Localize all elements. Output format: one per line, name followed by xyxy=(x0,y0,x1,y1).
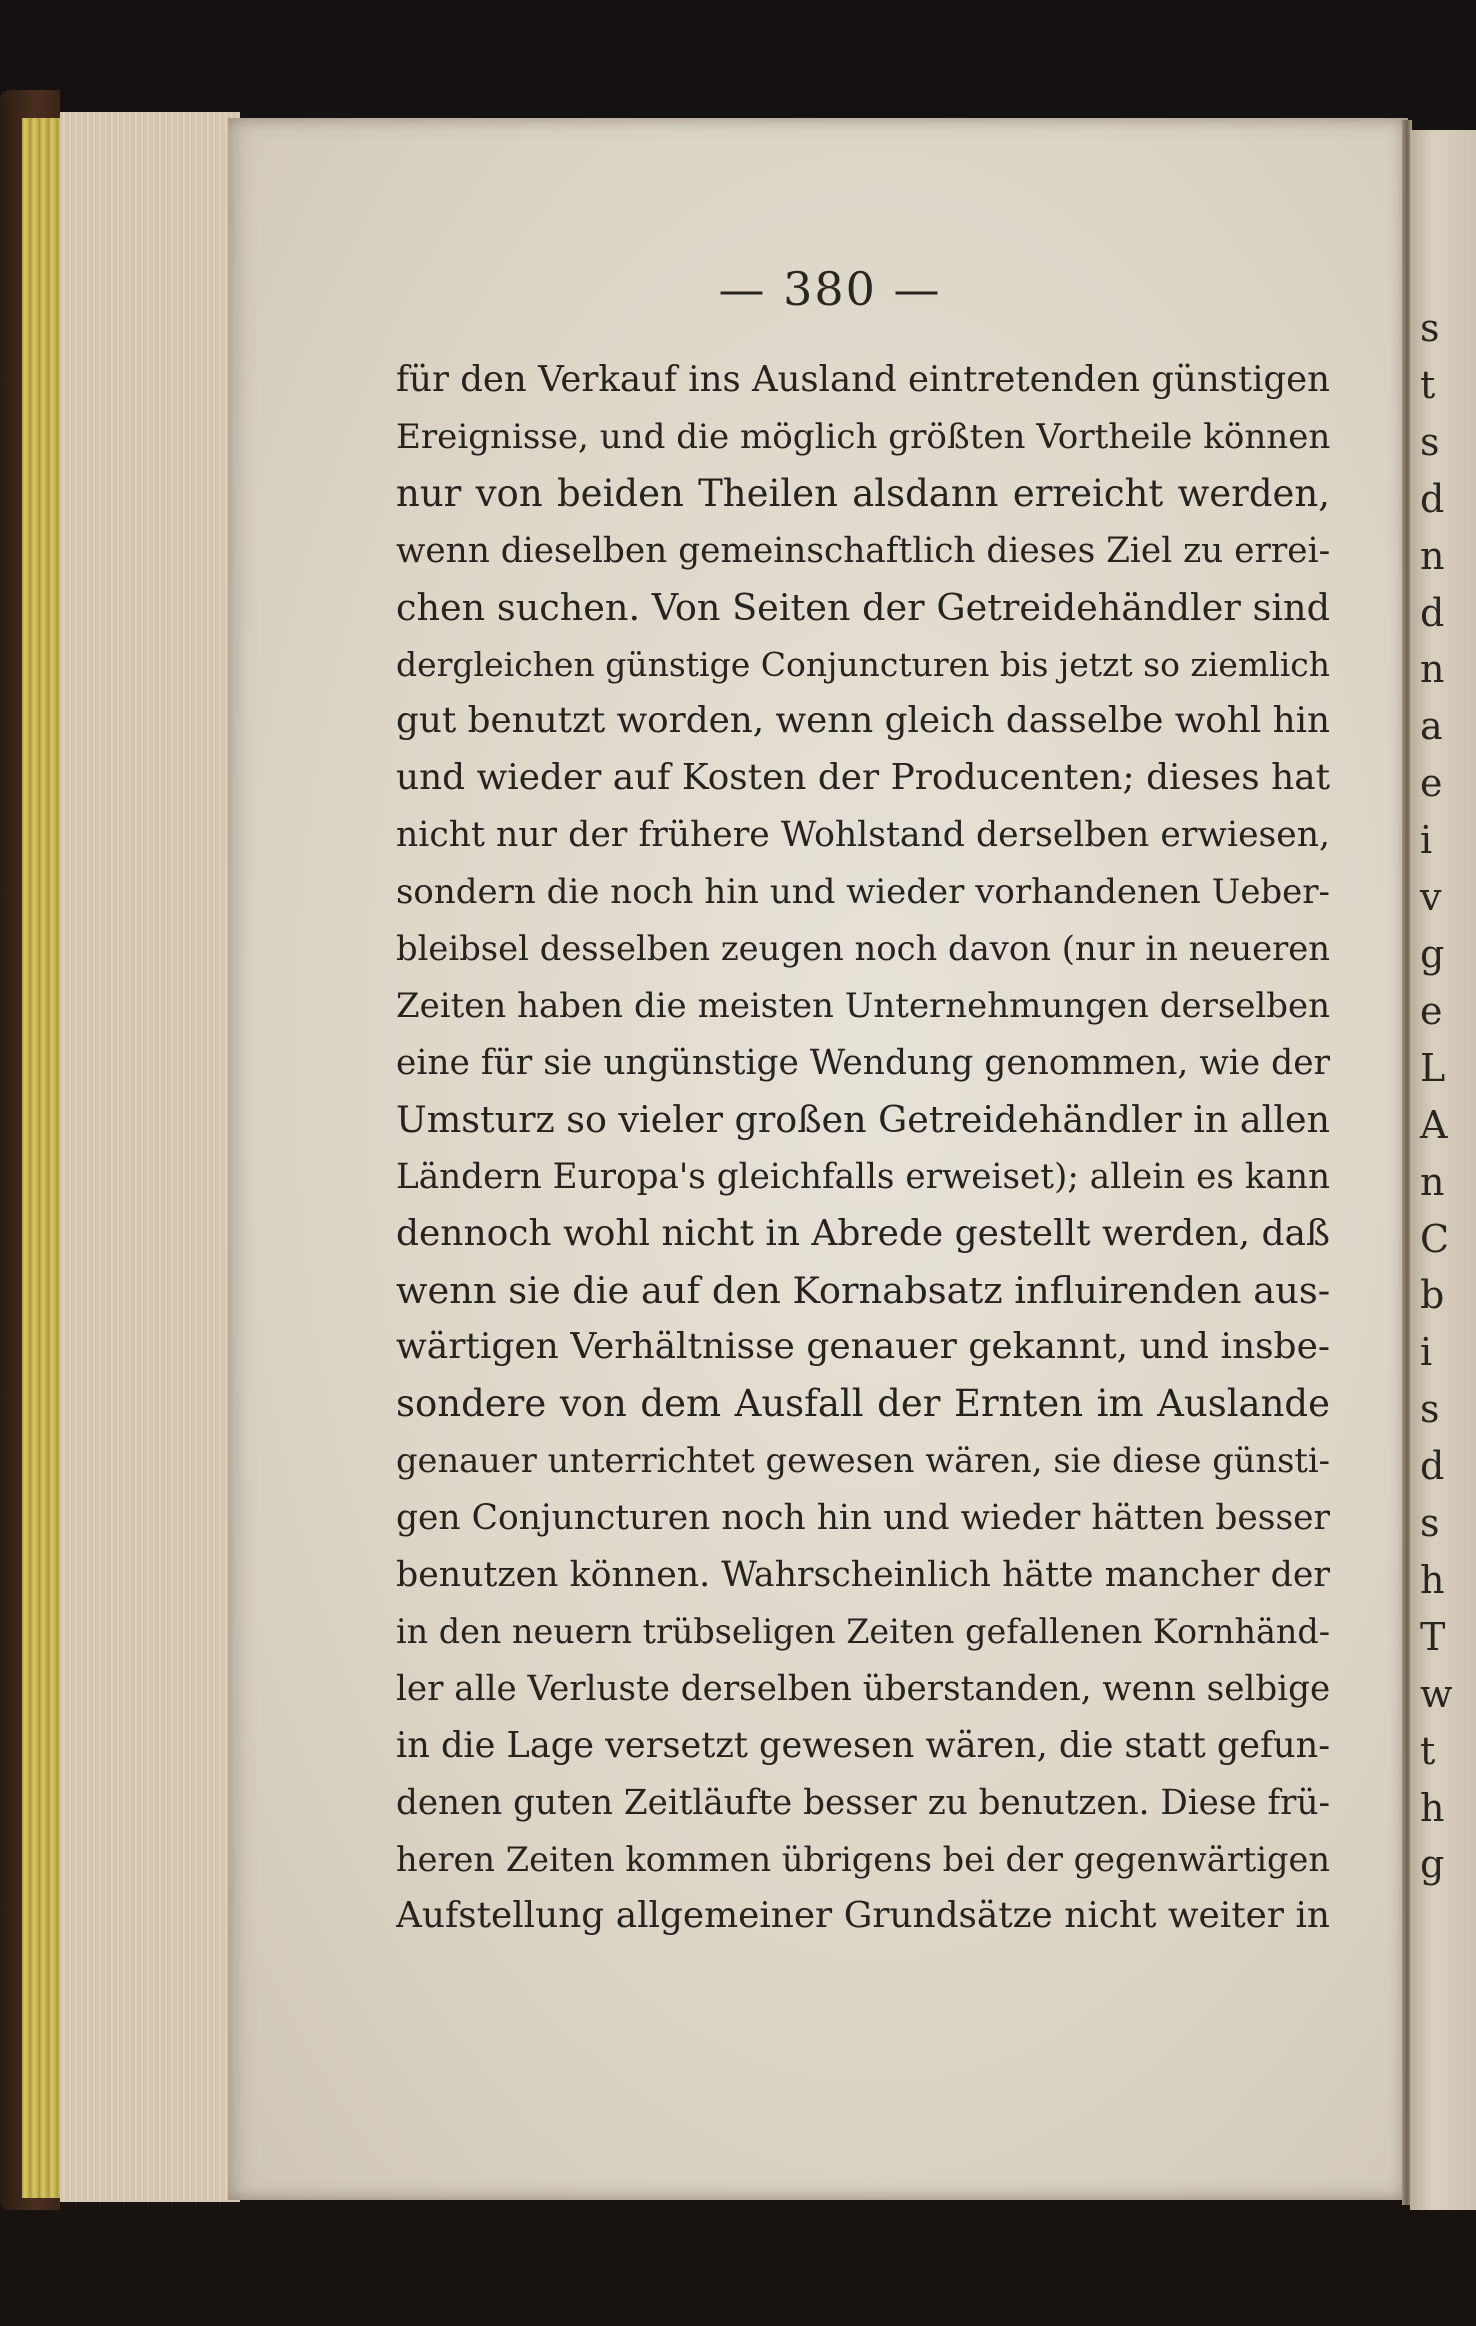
next-page-fragment: s xyxy=(1420,1501,1440,1546)
next-page-fragment: h xyxy=(1420,1557,1445,1602)
text-line-25: in die Lage versetzt gewesen wären, die statt gefun- xyxy=(396,1724,1330,1766)
next-page-fragment: v xyxy=(1420,875,1442,920)
next-page-fragment: n xyxy=(1420,647,1445,692)
next-page-fragment: t xyxy=(1420,1728,1436,1773)
page-stack xyxy=(60,112,240,2202)
text-line-17: wenn sie die auf den Kornabsatz influirenden aus- xyxy=(396,1268,1330,1312)
next-page-fragment: L xyxy=(1420,1045,1446,1090)
text-line-15: Ländern Europa's gleichfalls erweiset); allein es kann xyxy=(396,1156,1330,1197)
next-page-fragment: h xyxy=(1420,1785,1445,1830)
next-page-fragment: t xyxy=(1420,362,1436,407)
text-line-20: genauer unterrichtet gewesen wären, sie diese günsti- xyxy=(396,1441,1330,1481)
next-page-fragments xyxy=(1420,300,1470,1893)
text-line-19: sondere von dem Ausfall der Erntеn im Auslande xyxy=(396,1382,1330,1426)
next-page-fragment: g xyxy=(1420,1842,1445,1887)
text-line-13: eine für sie ungünstige Wendung genommen, wie der xyxy=(396,1042,1330,1083)
page-number: — 380 — xyxy=(718,262,942,316)
next-page-fragment: g xyxy=(1420,931,1445,976)
next-page xyxy=(1410,130,1476,2210)
text-line-3: nur von beiden Theilen alsdann erreicht werden, xyxy=(396,471,1330,515)
next-page-fragment: A xyxy=(1420,1102,1448,1147)
text-line-1: für den Verkauf ins Ausland eintretenden günstigen xyxy=(396,359,1330,400)
next-page-fragment: s xyxy=(1420,1387,1440,1432)
text-line-9: nicht nur der frühere Wohlstand derselben erwiesen, xyxy=(396,815,1330,856)
next-page-fragment: n xyxy=(1420,1159,1445,1204)
next-page-fragment: s xyxy=(1420,419,1440,464)
next-page-fragment: d xyxy=(1420,590,1445,635)
text-line-27: heren Zeiten kommen übrigens bei der gegenwärtigen xyxy=(396,1839,1330,1879)
text-line-24: ler alle Verluste derselben überstanden, wenn selbige xyxy=(396,1668,1330,1709)
text-line-4: wenn dieselben gemeinschaftlich dieses Ziel zu errei- xyxy=(396,530,1330,571)
next-page-fragment: C xyxy=(1420,1216,1450,1261)
text-line-26: denen guten Zeitläufte besser zu benutzen. Diese frü- xyxy=(396,1782,1330,1823)
next-page-fragment: b xyxy=(1420,1273,1445,1318)
page-body-text xyxy=(396,352,1330,1945)
text-line-18: wärtigen Verhältnisse genauer gekannt, und insbe- xyxy=(396,1326,1330,1368)
next-page-fragment: i xyxy=(1420,818,1433,863)
text-line-16: dennoch wohl nicht in Abrede gestellt werden, daß xyxy=(396,1212,1330,1254)
next-page-fragment: e xyxy=(1420,761,1443,806)
next-page-fragment: i xyxy=(1420,1330,1433,1375)
next-page-fragment: e xyxy=(1420,988,1443,1033)
text-line-12: Zeiten haben die meisten Unternehmungen derselben xyxy=(396,985,1330,1026)
text-line-11: bleibsel desselben zeugen noch davon (nur in neueren xyxy=(396,929,1330,969)
next-page-fragment: T xyxy=(1420,1614,1446,1659)
text-line-5: chen suchen. Von Seiten der Getreidehändler sind xyxy=(396,585,1330,629)
text-line-22: benutzen können. Wahrscheinlich hätte mancher der xyxy=(396,1555,1330,1596)
text-line-28: Aufstellung allgemeiner Grundsätze nicht weiter in xyxy=(396,1895,1330,1937)
next-page-fragment: n xyxy=(1420,533,1445,578)
next-page-fragment: w xyxy=(1420,1671,1453,1716)
text-line-6: dergleichen günstige Conjuncturen bis jetzt so ziemlich xyxy=(396,644,1330,684)
text-line-23: in den neuern trübseligen Zeiten gefallenen Kornhänd- xyxy=(396,1611,1330,1651)
next-page-fragment: s xyxy=(1420,306,1440,350)
text-line-7: gut benutzt worden, wenn gleich dasselbe wohl hin xyxy=(396,700,1330,742)
next-page-fragment: a xyxy=(1420,704,1443,749)
text-line-10: sondern die noch hin und wieder vorhandenen Ueber- xyxy=(396,872,1330,913)
text-line-14: Umsturz so vieler großen Getreidehändler in allen xyxy=(396,1097,1330,1141)
text-line-21: gen Conjuncturen noch hin und wieder hätten besser xyxy=(396,1498,1330,1539)
text-line-2: Ereignisse, und die möglich größten Vortheile können xyxy=(396,416,1330,457)
next-page-fragment: d xyxy=(1420,476,1445,521)
gilt-page-edge xyxy=(22,118,62,2198)
next-page-fragment: d xyxy=(1420,1444,1445,1489)
text-line-8: und wieder auf Kosten der Producenten; dieses hat xyxy=(396,757,1330,799)
